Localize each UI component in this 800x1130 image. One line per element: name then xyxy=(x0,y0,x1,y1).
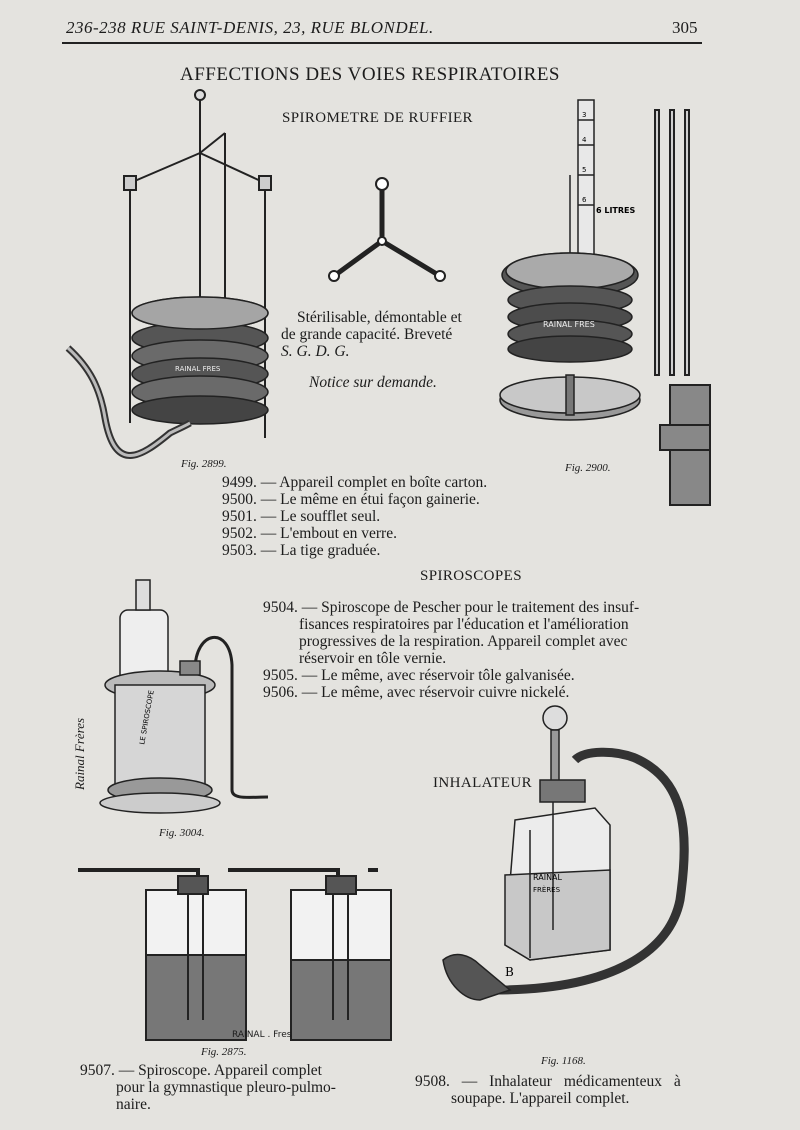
spirometre-notice: Notice sur demande. xyxy=(309,374,437,391)
fig-2875-maker-mark: RAINAL . Fres xyxy=(232,1030,292,1040)
list-item: 9500. — Le même en étui façon gainerie. xyxy=(222,491,480,508)
header-address: 236-238 RUE SAINT-DENIS, 23, RUE BLONDEL. xyxy=(66,18,434,37)
spirometre-title: SPIROMETRE DE RUFFIER xyxy=(282,110,473,126)
bottle-label-2: FRÈRES xyxy=(533,886,561,894)
list-item: 9501. — Le soufflet seul. xyxy=(222,508,381,525)
list-item: 9503. — La tige graduée. xyxy=(222,542,381,559)
header-rule xyxy=(62,42,702,44)
fig-2900-caption: Fig. 2900. xyxy=(565,462,611,474)
spirometre-desc-line1: Stérilisable, démontable et xyxy=(297,309,462,326)
gauge-mark-6: 6 xyxy=(582,196,587,204)
spirometer-tripod-illustration xyxy=(60,88,280,478)
spiroscopes-title: SPIROSCOPES xyxy=(420,568,522,584)
spirometer-star-piece xyxy=(322,176,452,286)
gauge-mark-3: 3 xyxy=(582,111,587,119)
spiroscope-line: fisances respiratoires par l'éducation et l'amélioration xyxy=(299,616,629,633)
spiroscope-line: réservoir en tôle vernie. xyxy=(299,650,447,667)
fig-1168-caption: Fig. 1168. xyxy=(541,1055,586,1067)
list-item: 9499. — Appareil complet en boîte carton. xyxy=(222,474,488,491)
fig-3004-caption: Fig. 3004. xyxy=(159,827,205,839)
chapter-title: AFFECTIONS DES VOIES RESPIRATOIRES xyxy=(180,64,561,85)
spiroscope-jar-illustration xyxy=(100,575,300,825)
spiroscope-line: progressives de la respiration. Appareil complet avec xyxy=(299,633,628,650)
fig-2899-caption: Fig. 2899. xyxy=(181,458,227,470)
inhalateur-title: INHALATEUR xyxy=(433,775,532,791)
gauge-mark-4: 4 xyxy=(582,136,587,144)
spirometre-desc-line3: S. G. D. G. xyxy=(281,343,350,360)
item-9508: 9508. — Inhalateur médicamenteux à soupape. L'appareil complet. xyxy=(415,1073,681,1107)
spiroscope-two-bottle-illustration xyxy=(78,850,398,1040)
page-number: 305 xyxy=(672,18,698,37)
item-9507: 9507. — Spiroscope. Appareil complet pour la gymnastique pleuro-pulmo- naire. xyxy=(80,1062,336,1113)
fig-2875-caption: Fig. 2875. xyxy=(201,1046,247,1058)
spirometre-item-list xyxy=(222,474,487,559)
bottle-label-1: RAINAL xyxy=(533,873,562,882)
jar-label: LE SPIROSCOPE xyxy=(138,689,156,746)
spiroscope-line: 9505. — Le même, avec réservoir tôle galvanisée. xyxy=(263,667,575,684)
gauge-label: 6 LITRES xyxy=(596,206,636,215)
bellows-maker-mark: RAINAL FRES xyxy=(543,320,595,329)
spirometer-maker-mark: RAINAL FRES xyxy=(175,365,221,373)
letter-b: B xyxy=(505,965,514,979)
spirometer-disassembled-illustration xyxy=(495,95,720,505)
inhalateur-illustration xyxy=(435,700,705,1020)
vertical-maker-label: Rainal Frères xyxy=(72,717,87,790)
spiroscopes-text xyxy=(263,599,639,701)
spirometre-desc-line2: de grande capacité. Breveté xyxy=(281,326,453,343)
spiroscope-line: 9506. — Le même, avec réservoir cuivre nickelé. xyxy=(263,684,570,701)
spiroscope-line: 9504. — Spiroscope de Pescher pour le traitement des insuf- xyxy=(263,599,640,616)
gauge-mark-5: 5 xyxy=(582,166,587,174)
list-item: 9502. — L'embout en verre. xyxy=(222,525,397,542)
